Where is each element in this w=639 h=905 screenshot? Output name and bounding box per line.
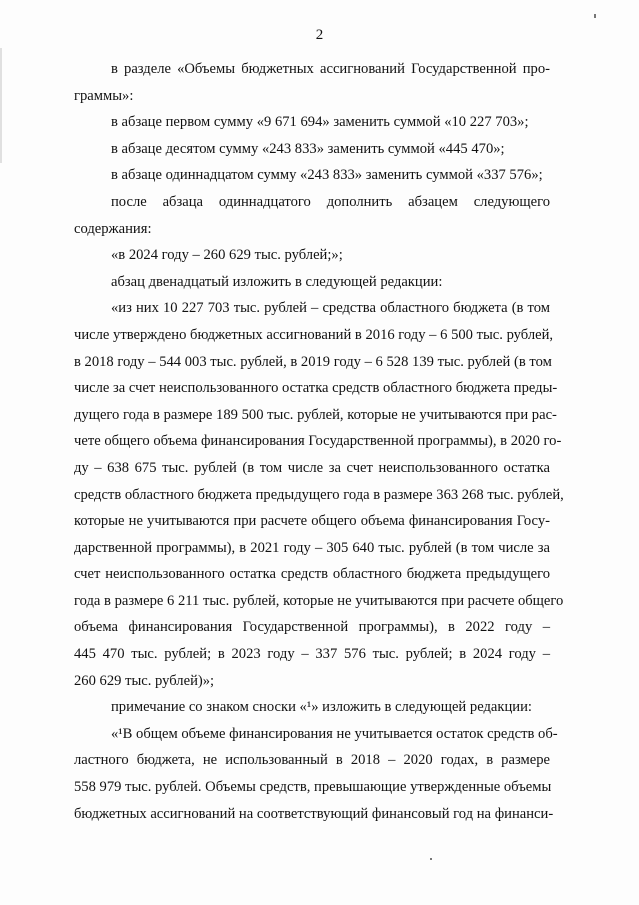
text-line: которые не учитываются при расчете общего объема финансирования Госу- bbox=[74, 513, 550, 530]
text-line: 260 629 тыс. рублей)»; bbox=[74, 672, 215, 689]
text-line: граммы»: bbox=[74, 87, 134, 104]
text-line: в 2018 году – 544 003 тыс. рублей, в 2019 году – 6 528 139 тыс. рублей (в том bbox=[74, 353, 552, 370]
text-line: бюджетных ассигнований на соответствующий финансовый год на финанси- bbox=[74, 805, 554, 822]
page-number: 2 bbox=[315, 27, 324, 43]
text-line: числе за счет неиспользованного остатка средств областного бюджета преды- bbox=[74, 380, 558, 397]
text-line: дарственной программы), в 2021 году – 305 640 тыс. рублей (в том числе за bbox=[74, 539, 550, 556]
text-line: 558 979 тыс. рублей. Объемы средств, превышающие утвержденные объемы bbox=[74, 779, 552, 796]
text-line: в разделе «Объемы бюджетных ассигнований Государственной про- bbox=[111, 61, 550, 77]
text-line: года в размере 6 211 тыс. рублей, которые не учитываются при расчете общего bbox=[74, 592, 564, 609]
text-line: в абзаце одиннадцатом сумму «243 833» заменить суммой «337 576»; bbox=[111, 167, 543, 184]
text-line: средств областного бюджета предыдущего года в размере 363 268 тыс. рублей, bbox=[74, 486, 564, 503]
text-line: «в 2024 году – 260 629 тыс. рублей;»; bbox=[111, 247, 343, 264]
text-line: ду – 638 675 тыс. рублей (в том числе за счет неиспользованного остатка bbox=[74, 459, 550, 476]
document-body bbox=[74, 56, 564, 827]
text-line: абзац двенадцатый изложить в следующей редакции: bbox=[111, 273, 443, 290]
text-line: примечание со знаком сноски «¹» изложить в следующей редакции: bbox=[111, 699, 532, 716]
scan-margin-shadow bbox=[0, 48, 2, 163]
text-line: 445 470 тыс. рублей; в 2023 году – 337 576 тыс. рублей; в 2024 году – bbox=[74, 646, 550, 663]
text-line: в абзаце десятом сумму «243 833» заменить суммой «445 470»; bbox=[111, 140, 505, 157]
text-line: после абзаца одиннадцатого дополнить абзацем следующего bbox=[111, 193, 550, 210]
text-line: дущего года в размере 189 500 тыс. рублей, которые не учитываются при рас- bbox=[74, 406, 557, 423]
text-line: чете общего объема финансирования Государственной программы), в 2020 го- bbox=[74, 433, 562, 450]
text-line: счет неиспользованного остатка средств областного бюджета предыдущего bbox=[74, 566, 550, 583]
text-line: объема финансирования Государственной программы), в 2022 году – bbox=[74, 619, 550, 636]
text-line: числе утверждено бюджетных ассигнований в 2016 году – 6 500 тыс. рублей, bbox=[74, 326, 554, 343]
text-line: «из них 10 227 703 тыс. рублей – средства областного бюджета (в том bbox=[111, 300, 550, 317]
text-line: содержания: bbox=[74, 220, 152, 237]
text-line: в абзаце первом сумму «9 671 694» заменить суммой «10 227 703»; bbox=[111, 114, 529, 131]
text-line: «¹В общем объеме финансирования не учитывается остаток средств об- bbox=[111, 725, 558, 742]
scan-speck bbox=[430, 858, 432, 860]
text-line: ластного бюджета, не использованный в 2018 – 2020 годах, в размере bbox=[74, 752, 550, 769]
scan-speck bbox=[594, 14, 596, 18]
